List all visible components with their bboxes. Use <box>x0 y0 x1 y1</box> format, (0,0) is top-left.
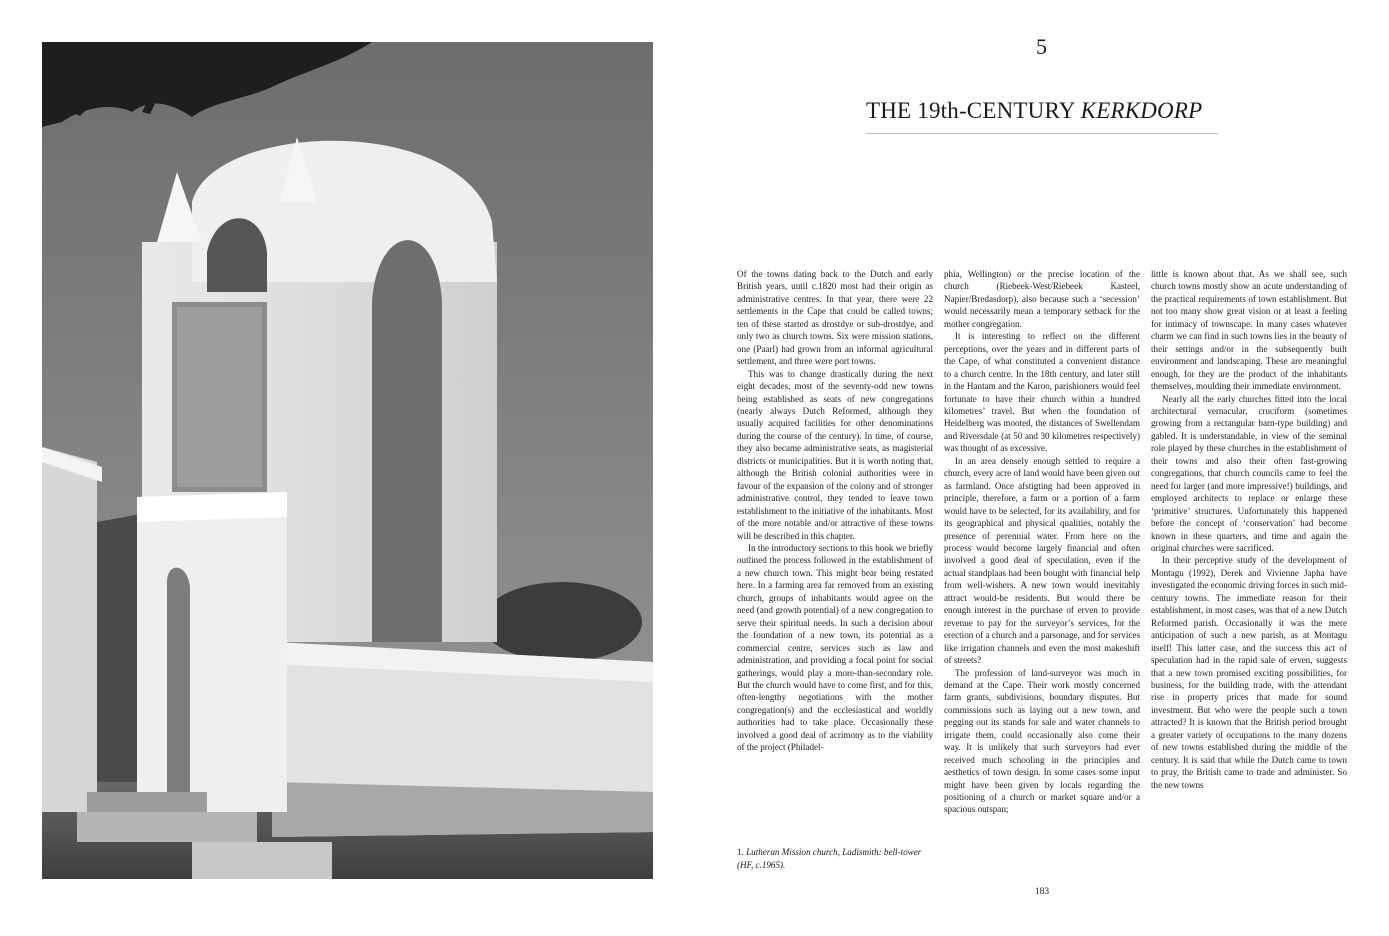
paragraph: It is interesting to reflect on the different perceptions, over the years and in different parts of the Cape, of what constituted a convenient distance to a church centre. In the 18th century, and later still in the Hantam and the Karoo, parishioners would feel fortunate to have their church within a hundred kilometres’ travel. But when the foundation of Heidelberg was mooted, the distances of Swellendam and Riversdale (at 50 and 30 kilometres respectively) was thought of as excessive. <box>944 331 1140 454</box>
paragraph: In an area densely enough settled to require a church, every acre of land would have been given out as farmland. Once afstigting had been approved in principle, therefore, a farm or a portion of a farm would have to be selected, for its availability, and for its geographical and physical qualities, notably the presence of perennial water. From here on the process would become largely financial and often involved a good deal of speculation, even if the actual standplaas had been bought with financial help from well-wishers. A new town would inevitably attract would-be residents. But would there be enough interest in the purchase of erven to provide revenue to pay for the surveyor’s services, for the erection of a church and a parsonage, and for services like irrigation channels and even the most makeshift of streets? <box>944 455 1140 666</box>
chapter-title <box>866 98 1218 124</box>
bell-tower-illustration <box>42 42 653 879</box>
text-column-2 <box>944 268 1140 874</box>
text-column-1 <box>737 268 933 838</box>
paragraph: Of the towns dating back to the Dutch and early British years, until c.1820 most had their origin as administrative centres. In that year, there were 22 settlements in the Cape that could be called towns; ten of these started as drostdye or sub-drostdye, and only two as church towns. Six were mission stations, one (Paarl) had grown from an informal agricultural settlement, and three were port towns. <box>737 269 933 367</box>
photo-caption <box>737 846 933 871</box>
chapter-title-plain: THE 19th-CENTURY <box>866 98 1081 123</box>
paragraph: little is known about that. As we shall see, such church towns mostly show an acute understanding of the practical requirements of town establishment. But not too many show great vision or at least a feeling for intimacy of townscape. In many cases whatever charm we can find in such towns lies in the beauty of their settings and/or in the subsequently built environment and landscaping. These are meaningful enough, for they are the product of the inhabitants themselves, moulding their immediate environment. <box>1151 269 1347 392</box>
chapter-number: 5 <box>1036 34 1048 59</box>
text-column-3 <box>1151 268 1347 874</box>
paragraph: phia, Wellington) or the precise location of the church (Riebeek-West/Riebeek Kasteel, Napier/Bredasdorp), also because such a ‘secession’ would necessarily mean a temporary setback for the mother congregation. <box>944 269 1140 329</box>
paragraph: In their perceptive study of the development of Montagu (1992), Derek and Vivienne Japha have investigated the economic driving forces in such mid-century towns. The immediate reason for their establishment, in most cases, was that of a new Dutch Reformed parish. Occasionally it was the mere anticipation of such a new parish, as at Montagu itself! This latter case, and the success this act of speculation had in the rapid sale of erven, suggests that a new town promised exciting possibilities, for business, for the building trade, with the attendant rise in property prices that made for sound investment. But who were the people such a town attracted? It is known that the British period brought a greater variety of occupations to the many dozens of new towns established during the middle of the century. It is said that while the Dutch came to town to pray, the British came to trade and administer. So the new towns <box>1151 555 1347 790</box>
page-number: 183 <box>1034 887 1050 897</box>
bell-tower-photo <box>42 42 653 879</box>
paragraph: Nearly all the early churches fitted into the local architectural vernacular, cruciform (sometimes growing from a rectangular barn-type building) and gabled. It is understandable, in view of the seminal role played by these churches in the establishment of their towns and also their often fast-growing congregations, that church councils came to feel the need for larger (and more impressive!) buildings, and employed architects to replace or enlarge these ‘primitive’ structures. Unfortunately this happened before the concept of ‘conservation’ had become known in these quarters, and time and again the original churches were sacrificed. <box>1151 393 1347 553</box>
chapter-title-italic: KERKDORP <box>1080 98 1203 123</box>
caption-text: Lutheran Mission church, Ladismith: bell-tower (HF, c.1965). <box>737 847 922 870</box>
title-divider <box>866 133 1218 134</box>
paragraph: The profession of land-surveyor was much in demand at the Cape. Their work mostly concerned farm grants, subdivisions, boundary disputes. But commissions such as laying out a new town, and pegging out its stands for sale and water channels to irrigate them, could occasionally also come their way. It is unlikely that such surveyors had ever received much schooling in the principles and aesthetics of town design. In some cases some input might have been given by locals regarding the positioning of a church or market square and/or a spacious outspan; <box>944 667 1140 815</box>
paragraph: In the introductory sections to this book we briefly outlined the process followed in the establishment of a new church town. This might bear being restated here. In a farming area far removed from an existing church, groups of inhabitants would agree on the need (and growth potential) of a new congregation to serve their spiritual needs. In such a decision about the foundation of a new town, its potential as a commercial centre, services such as law and administration, and providing a focal point for social gatherings, would play a more-than-secondary role. But the church would have to come first, and for this, often-lengthy negotiations with the mother congregation(s) and the ecclesiastical and worldly authorities had to take place. Occasionally these involved a good deal of acrimony as to the viability of the project (Philadel- <box>737 542 933 753</box>
caption-number: 1. <box>737 847 747 857</box>
paragraph: This was to change drastically during the next eight decades, most of the seventy-odd new towns being established as seats of new congregations (nearly always Dutch Reformed, although they usually acquired facilities for other denominations during the course of the century). In time, of course, they also became administrative seats, as magisterial districts or municipalities. But it is worth noting that, although the British colonial authorities were in favour of the expansion of the colony and of stronger administrative control, they tended to leave town establishment to the initiative of the inhabitants. Most of the more notable and/or attractive of these towns will be described in this chapter. <box>737 368 933 541</box>
